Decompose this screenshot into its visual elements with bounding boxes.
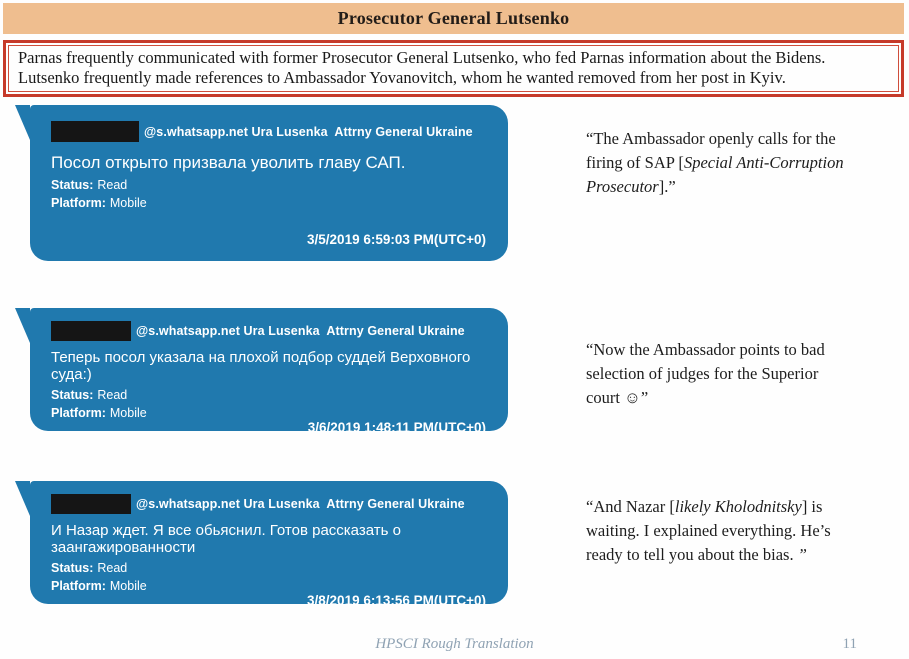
platform-label: Platform: xyxy=(51,406,106,420)
intro-callout-inner xyxy=(8,45,899,92)
whatsapp-message-bubble xyxy=(30,481,508,608)
message-sender: @s.whatsapp.net Ura Lusenka Attrny General Ukraine xyxy=(136,497,465,511)
page-footer xyxy=(0,636,909,653)
status-label: Status: xyxy=(51,387,94,402)
platform-label: Platform: xyxy=(51,196,106,210)
redaction-bar xyxy=(51,321,131,341)
redaction-bar xyxy=(51,494,131,514)
message-row xyxy=(14,481,909,608)
message-timestamp: 3/5/2019 6:59:03 PM(UTC+0) xyxy=(307,232,486,247)
message-header xyxy=(51,494,486,514)
translation-text: “And Nazar [likely Kholodnitsky] is waiting. I explained everything. He’s ready to tell you about the bias. ” xyxy=(586,497,831,564)
page-number: 11 xyxy=(842,636,857,652)
whatsapp-bubble-wrap xyxy=(14,481,508,608)
message-status xyxy=(51,178,486,192)
redaction-bar xyxy=(51,121,139,142)
bubble-tail-icon xyxy=(15,308,30,343)
message-platform xyxy=(51,196,486,210)
whatsapp-bubble-wrap xyxy=(14,308,508,435)
translation-text: “Now the Ambassador points to bad selection of judges for the Superior court ☺” xyxy=(586,340,825,407)
message-timestamp: 3/6/2019 1:48:11 PM(UTC+0) xyxy=(307,420,486,435)
message-status xyxy=(51,388,486,402)
message-platform xyxy=(51,579,486,593)
message-timestamp: 3/8/2019 6:13:56 PM(UTC+0) xyxy=(307,593,486,608)
platform-value: Mobile xyxy=(109,196,147,210)
status-value: Read xyxy=(97,177,128,192)
message-platform xyxy=(51,406,486,420)
bubble-tail-icon xyxy=(15,481,30,516)
intro-callout-box xyxy=(3,40,904,97)
message-header xyxy=(51,321,486,341)
status-label: Status: xyxy=(51,560,94,575)
message-row xyxy=(14,105,909,261)
page-title: Prosecutor General Lutsenko xyxy=(337,8,570,28)
status-label: Status: xyxy=(51,177,94,192)
whatsapp-message-bubble xyxy=(30,308,508,435)
message-text: Теперь посол указала на плохой подбор суддей Верховного суда:) xyxy=(51,349,471,383)
bubble-tail-icon xyxy=(15,105,30,140)
page-title-banner xyxy=(3,3,904,34)
platform-label: Platform: xyxy=(51,579,106,593)
footer-label: HPSCI Rough Translation xyxy=(375,636,534,652)
message-sender: @s.whatsapp.net Ura Lusenka Attrny General Ukraine xyxy=(136,324,465,338)
message-text: И Назар ждет. Я все обьяснил. Готов рассказать о заангажированности xyxy=(51,522,401,556)
whatsapp-message-bubble xyxy=(30,105,508,261)
message-header xyxy=(51,121,486,142)
platform-value: Mobile xyxy=(109,579,147,593)
intro-text-line: Parnas frequently communicated with former Prosecutor General Lutsenko, who fed Parnas information about the Bidens. xyxy=(18,48,826,67)
message-row xyxy=(14,308,909,435)
message-text: Посол открыто призвала уволить главу САП. xyxy=(51,153,406,172)
intro-text-line: Lutsenko frequently made references to Ambassador Yovanovitch, whom he wanted removed from her post in Kyiv. xyxy=(18,68,786,87)
status-value: Read xyxy=(97,560,128,575)
translation-text: “The Ambassador openly calls for the firing of SAP [Special Anti-Corruption Prosecutor].” xyxy=(586,129,844,196)
platform-value: Mobile xyxy=(109,406,147,420)
message-status xyxy=(51,561,486,575)
whatsapp-bubble-wrap xyxy=(14,105,508,261)
status-value: Read xyxy=(97,387,128,402)
message-sender: @s.whatsapp.net Ura Lusenka Attrny General Ukraine xyxy=(144,124,473,139)
message-rows xyxy=(0,105,909,608)
